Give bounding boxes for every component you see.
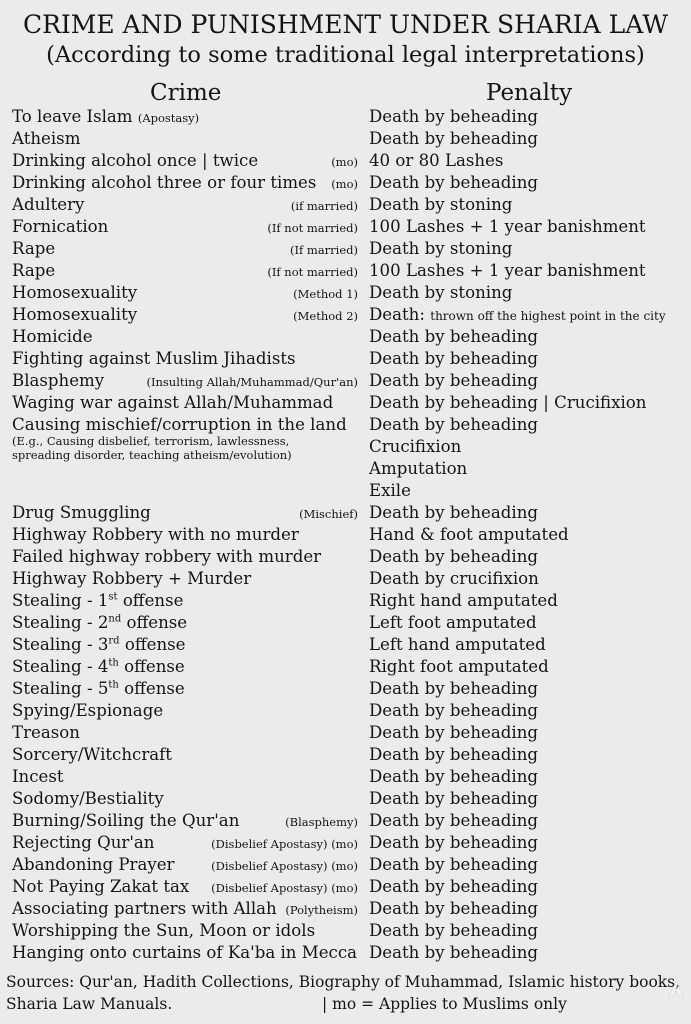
table-row (0, 480, 691, 502)
table-row (0, 194, 691, 216)
crime-label-suffix: offense (118, 657, 185, 676)
penalty-label: Death by beheading (369, 833, 539, 852)
penalty-label: Left hand amputated (369, 635, 546, 654)
crime-cell (12, 326, 93, 348)
penalty-label: Death by beheading (369, 701, 539, 720)
penalty-label: Left foot amputated (369, 613, 537, 632)
penalty-label: Death by beheading (369, 129, 539, 148)
penalty-label: Death by beheading (369, 327, 539, 346)
crime-label: Drinking alcohol once | twice (12, 151, 259, 170)
penalty-label: Right foot amputated (369, 657, 549, 676)
table-row (0, 832, 691, 854)
crime-cell (12, 546, 321, 568)
table-row (0, 634, 691, 656)
crime-label: Fighting against Muslim Jihadists (12, 349, 296, 368)
penalty-cell (369, 304, 666, 327)
crime-cell (12, 722, 80, 744)
crime-qualifier: (mo) (331, 177, 358, 191)
penalty-label: Death by beheading (369, 767, 539, 786)
penalty-cell (369, 260, 646, 282)
penalty-cell (369, 634, 546, 656)
table-row (0, 898, 691, 920)
crime-cell (12, 898, 277, 920)
crime-qualifier: (If not married) (267, 221, 358, 235)
crime-qualifier: (Disbelief Apostasy) (mo) (211, 859, 358, 873)
crime-cell (12, 172, 316, 194)
crime-cell (12, 876, 189, 898)
table-row (0, 722, 691, 744)
crime-qualifier: (if married) (290, 199, 358, 213)
crime-cell (12, 502, 151, 524)
table-row (0, 326, 691, 348)
crime-label: Rape (12, 239, 56, 258)
penalty-extra: Exile (369, 481, 411, 500)
legend-note: | mo = Applies to Muslims only (322, 995, 567, 1013)
table-row (0, 414, 691, 462)
penalty-cell (369, 612, 537, 634)
table-row (0, 238, 691, 260)
penalty-label: 100 Lashes + 1 year banishment (369, 261, 646, 280)
penalty-label: Hand & foot amputated (369, 525, 569, 544)
crime-cell (12, 304, 137, 326)
penalty-cell (369, 898, 538, 920)
penalty-cell (369, 700, 538, 722)
penalty-label: Death by crucifixion (369, 569, 539, 588)
table-row (0, 524, 691, 546)
penalty-cell (369, 788, 538, 810)
penalty-label: Death by stoning (369, 195, 513, 214)
penalty-label: Death by stoning (369, 283, 513, 302)
table-row (0, 304, 691, 326)
penalty-cell (369, 326, 538, 348)
crime-cell (12, 348, 296, 370)
crime-cell (12, 282, 137, 304)
crime-cell (12, 612, 187, 634)
sources-line-1: Sources: Qur'an, Hadith Collections, Biography of Muhammad, Islamic history books, (6, 973, 681, 991)
crime-cell (12, 106, 199, 129)
table-row (0, 546, 691, 568)
crime-label: Atheism (12, 129, 81, 148)
penalty-note: thrown off the highest point in the city (430, 309, 666, 323)
crime-qualifier: (mo) (331, 155, 358, 169)
crime-cell (12, 810, 239, 832)
crime-cell (12, 150, 258, 172)
crime-label: Stealing - 4 (12, 657, 109, 676)
crime-cell (12, 920, 315, 942)
penalty-label: Death by beheading (369, 371, 539, 390)
crime-label: Hanging onto curtains of Ka'ba in Mecca (12, 943, 358, 962)
crime-label-suffix: offense (121, 613, 188, 632)
table-row (0, 854, 691, 876)
table-row (0, 678, 691, 700)
crime-qualifier: (Disbelief Apostasy) (mo) (211, 837, 358, 851)
penalty-cell (369, 832, 538, 854)
crime-label: Sorcery/Witchcraft (12, 745, 172, 764)
penalty-cell (369, 348, 538, 370)
table-row (0, 612, 691, 634)
penalty-label: Death by beheading (369, 547, 539, 566)
crime-label: Adultery (12, 195, 85, 214)
crime-qualifier: (If married) (289, 243, 358, 257)
table-row (0, 370, 691, 392)
crime-cell (12, 194, 84, 216)
crime-cell (12, 766, 64, 788)
penalty-cell (369, 546, 538, 568)
crime-cell (12, 260, 55, 282)
crime-cell (12, 744, 172, 766)
penalty-cell (369, 766, 538, 788)
penalty-label: Death by beheading (369, 503, 539, 522)
penalty-extra: Amputation (369, 459, 468, 478)
crime-penalty-table (0, 106, 691, 964)
penalty-label: 40 or 80 Lashes (369, 151, 504, 170)
column-header-penalty: Penalty (486, 80, 573, 106)
crime-label: Failed highway robbery with murder (12, 547, 322, 566)
penalty-cell (369, 282, 512, 304)
penalty-cell (369, 150, 503, 172)
crime-label: Abandoning Prayer (12, 855, 175, 874)
penalty-label: Death by beheading (369, 921, 539, 940)
crime-qualifier: (Insulting Allah/Muhammad/Qur'an) (146, 375, 358, 389)
crime-detail: (E.g., Causing disbelief, terrorism, lawlessness, spreading disorder, teaching atheism/evolution) (12, 434, 292, 462)
table-row (0, 700, 691, 722)
crime-label: Rape (12, 261, 56, 280)
crime-label: Blasphemy (12, 371, 105, 390)
table-row (0, 788, 691, 810)
table-row (0, 502, 691, 524)
table-row (0, 260, 691, 282)
penalty-cell (369, 854, 538, 876)
crime-qualifier: (If not married) (267, 265, 358, 279)
table-row (0, 656, 691, 678)
penalty-label: Death by beheading (369, 855, 539, 874)
crime-label: To leave Islam (12, 107, 133, 126)
penalty-label: Death: (369, 305, 425, 324)
penalty-extra: Crucifixion (369, 437, 462, 456)
crime-label: Stealing - 5 (12, 679, 109, 698)
penalty-label: Death by beheading (369, 899, 539, 918)
watermark-icon (668, 980, 684, 998)
crime-label: Highway Robbery + Murder (12, 569, 252, 588)
page-subtitle: (According to some traditional legal interpretations) (46, 42, 645, 68)
penalty-label: Death by beheading (369, 415, 539, 434)
column-header-crime: Crime (150, 80, 222, 106)
crime-label: Spying/Espionage (12, 701, 164, 720)
crime-cell (12, 700, 163, 722)
penalty-cell (369, 106, 538, 128)
sources-line-2: Sharia Law Manuals. (6, 995, 173, 1013)
table-row (0, 458, 691, 480)
crime-qualifier: (Method 1) (293, 287, 358, 301)
table-row (0, 128, 691, 150)
crime-qualifier: (Mischief) (299, 507, 358, 521)
table-row (0, 590, 691, 612)
ordinal-suffix: th (108, 679, 119, 691)
crime-label: Stealing - 2 (12, 613, 109, 632)
penalty-label: Death by beheading (369, 107, 539, 126)
table-row (0, 348, 691, 370)
crime-label: Drug Smuggling (12, 503, 151, 522)
crime-label: Waging war against Allah/Muhammad (12, 393, 334, 412)
table-row (0, 766, 691, 788)
penalty-cell (369, 678, 538, 700)
crime-label: Sodomy/Bestiality (12, 789, 164, 808)
crime-label: Worshipping the Sun, Moon or idols (12, 921, 316, 940)
penalty-cell (369, 568, 539, 590)
penalty-cell (369, 876, 538, 898)
crime-cell (12, 128, 80, 150)
penalty-label: Death by beheading (369, 811, 539, 830)
ordinal-suffix: nd (108, 613, 122, 625)
crime-cell (12, 942, 357, 964)
penalty-label: Death by beheading (369, 349, 539, 368)
crime-qualifier: (Blasphemy) (285, 815, 358, 829)
crime-label: Drinking alcohol three or four times (12, 173, 317, 192)
crime-qualifier: (Disbelief Apostasy) (mo) (211, 881, 358, 895)
crime-label: Stealing - 1 (12, 591, 109, 610)
crime-label-suffix: offense (119, 635, 186, 654)
table-row (0, 876, 691, 898)
crime-label: Homosexuality (12, 283, 138, 302)
penalty-cell (369, 172, 538, 194)
crime-label: Incest (12, 767, 64, 786)
crime-label: Fornication (12, 217, 109, 236)
table-row (0, 942, 691, 964)
page-title: CRIME AND PUNISHMENT UNDER SHARIA LAW (22, 10, 669, 39)
table-row (0, 392, 691, 414)
crime-qualifier: (Method 2) (293, 309, 358, 323)
crime-label: Rejecting Qur'an (12, 833, 155, 852)
penalty-cell (369, 194, 512, 216)
penalty-label: Right hand amputated (369, 591, 558, 610)
crime-cell (12, 414, 347, 436)
crime-cell (12, 524, 299, 546)
crime-cell (12, 216, 108, 238)
crime-cell (12, 568, 251, 590)
penalty-cell (369, 238, 512, 260)
crime-label: Burning/Soiling the Qur'an (12, 811, 240, 830)
crime-cell (12, 634, 185, 656)
crime-label-suffix: offense (118, 679, 185, 698)
crime-cell (12, 678, 185, 700)
crime-cell (12, 238, 55, 260)
table-row (0, 282, 691, 304)
crime-label: Homosexuality (12, 305, 138, 324)
crime-note: (Apostasy) (137, 111, 200, 125)
penalty-cell (369, 590, 558, 612)
crime-cell (12, 788, 164, 810)
table-row (0, 920, 691, 942)
penalty-cell (369, 920, 538, 942)
penalty-cell (369, 392, 646, 414)
penalty-cell (369, 744, 538, 766)
table-row (0, 744, 691, 766)
crime-label: Not Paying Zakat tax (12, 877, 190, 896)
crime-cell (12, 392, 333, 414)
table-row (0, 568, 691, 590)
crime-cell (12, 854, 175, 876)
crime-label: Causing mischief/corruption in the land (12, 415, 347, 434)
ordinal-suffix: rd (108, 635, 120, 647)
crime-label: Treason (12, 723, 80, 742)
penalty-cell (369, 810, 538, 832)
crime-label: Associating partners with Allah (12, 899, 277, 918)
penalty-label: Death by beheading (369, 679, 539, 698)
penalty-label: Death by beheading | Crucifixion (369, 393, 647, 412)
penalty-label: Death by beheading (369, 943, 539, 962)
crime-cell (12, 590, 183, 612)
penalty-cell (369, 414, 538, 436)
penalty-cell (369, 216, 646, 238)
penalty-cell (369, 502, 538, 524)
penalty-label: Death by beheading (369, 789, 539, 808)
penalty-cell (369, 370, 538, 392)
penalty-label: 100 Lashes + 1 year banishment (369, 217, 646, 236)
table-row (0, 216, 691, 238)
penalty-label: Death by beheading (369, 173, 539, 192)
penalty-cell (369, 942, 538, 964)
penalty-cell (369, 128, 538, 150)
penalty-cell (369, 722, 538, 744)
penalty-label: Death by beheading (369, 723, 539, 742)
crime-cell (12, 832, 155, 854)
ordinal-suffix: th (108, 657, 119, 669)
table-row (0, 150, 691, 172)
crime-cell (12, 656, 185, 678)
crime-label-suffix: offense (117, 591, 184, 610)
crime-label: Homicide (12, 327, 93, 346)
penalty-label: Death by stoning (369, 239, 513, 258)
crime-cell (12, 370, 104, 392)
table-row (0, 106, 691, 128)
penalty-label: Death by beheading (369, 745, 539, 764)
penalty-label: Death by beheading (369, 877, 539, 896)
table-row (0, 810, 691, 832)
crime-label: Highway Robbery with no murder (12, 525, 299, 544)
crime-qualifier: (Polytheism) (285, 903, 358, 917)
table-row (0, 172, 691, 194)
crime-label: Stealing - 3 (12, 635, 109, 654)
penalty-cell (369, 656, 549, 678)
ordinal-suffix: st (108, 591, 118, 603)
penalty-cell (369, 524, 569, 546)
